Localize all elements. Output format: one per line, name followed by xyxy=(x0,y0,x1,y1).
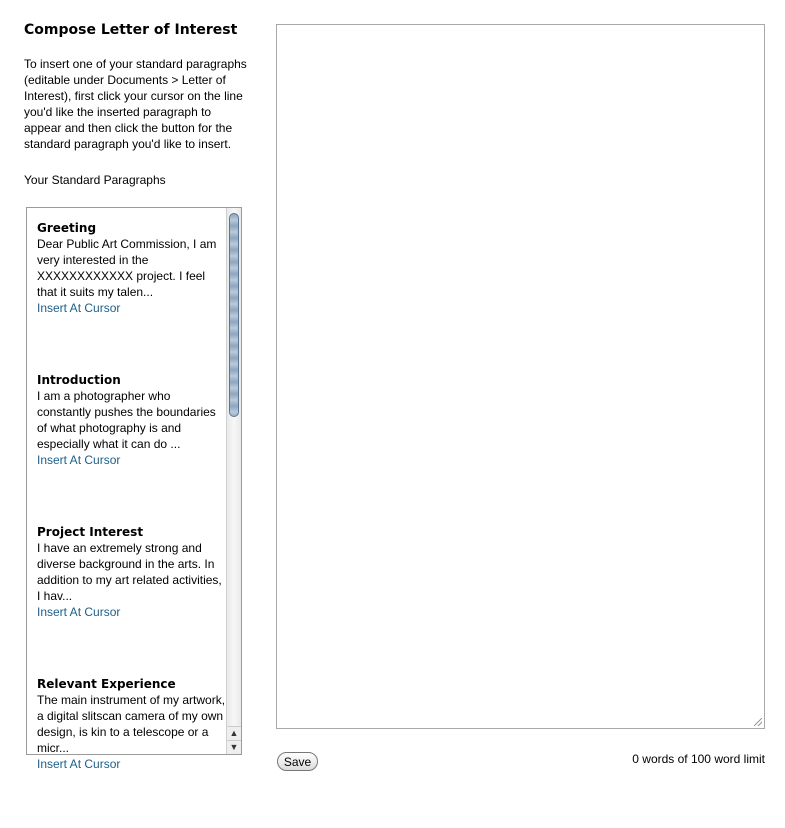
resize-grip-icon[interactable] xyxy=(754,718,762,726)
standard-paragraphs-list[interactable] xyxy=(26,207,242,771)
insert-at-cursor-link[interactable]: Insert At Cursor xyxy=(37,453,121,467)
insert-at-cursor-link[interactable]: Insert At Cursor xyxy=(37,757,121,771)
page-title: Compose Letter of Interest xyxy=(24,22,238,38)
scroll-up-arrow-icon[interactable]: ▲ xyxy=(227,726,241,740)
insert-at-cursor-link[interactable]: Insert At Cursor xyxy=(37,301,121,315)
save-button[interactable]: Save xyxy=(277,752,318,771)
scrollbar-thumb[interactable] xyxy=(229,213,239,417)
paragraph-name: Introduction xyxy=(37,373,121,387)
paragraph-item-introduction xyxy=(37,372,227,524)
word-count: 0 words of 100 word limit xyxy=(632,752,765,766)
paragraph-item-project-interest xyxy=(37,524,227,676)
paragraph-preview: Dear Public Art Commission, I am very interested in the XXXXXXXXXXXX project. I feel that it suits my talen... xyxy=(37,237,217,299)
paragraph-preview: I am a photographer who constantly pushes the boundaries of what photography is and especially what it can do ... xyxy=(37,389,216,451)
paragraph-item-relevant-experience xyxy=(37,676,227,828)
insert-at-cursor-link[interactable]: Insert At Cursor xyxy=(37,605,121,619)
scroll-down-arrow-icon[interactable]: ▼ xyxy=(227,740,241,754)
paragraph-item-greeting xyxy=(37,220,227,372)
sidebar xyxy=(24,22,249,188)
paragraph-items xyxy=(37,220,227,828)
paragraph-name: Relevant Experience xyxy=(37,677,176,691)
letter-editor[interactable] xyxy=(276,24,765,729)
paragraph-preview: The main instrument of my artwork, a digital slitscan camera of my own design, is kin to a telescope or a micr... xyxy=(37,693,226,755)
scrollbar[interactable] xyxy=(226,208,241,754)
instructions-text: To insert one of your standard paragraphs (editable under Documents > Letter of Interest), first click your cursor on the line you'd like the inserted paragraph to appear and then click the button for the standard paragraph you'd like to insert. xyxy=(24,57,247,151)
paragraph-preview: I have an extremely strong and diverse background in the arts. In addition to my art related activities, I hav... xyxy=(37,541,222,603)
standard-paragraphs-heading: Your Standard Paragraphs xyxy=(24,173,166,187)
paragraph-name: Greeting xyxy=(37,221,97,235)
paragraph-name: Project Interest xyxy=(37,525,144,539)
